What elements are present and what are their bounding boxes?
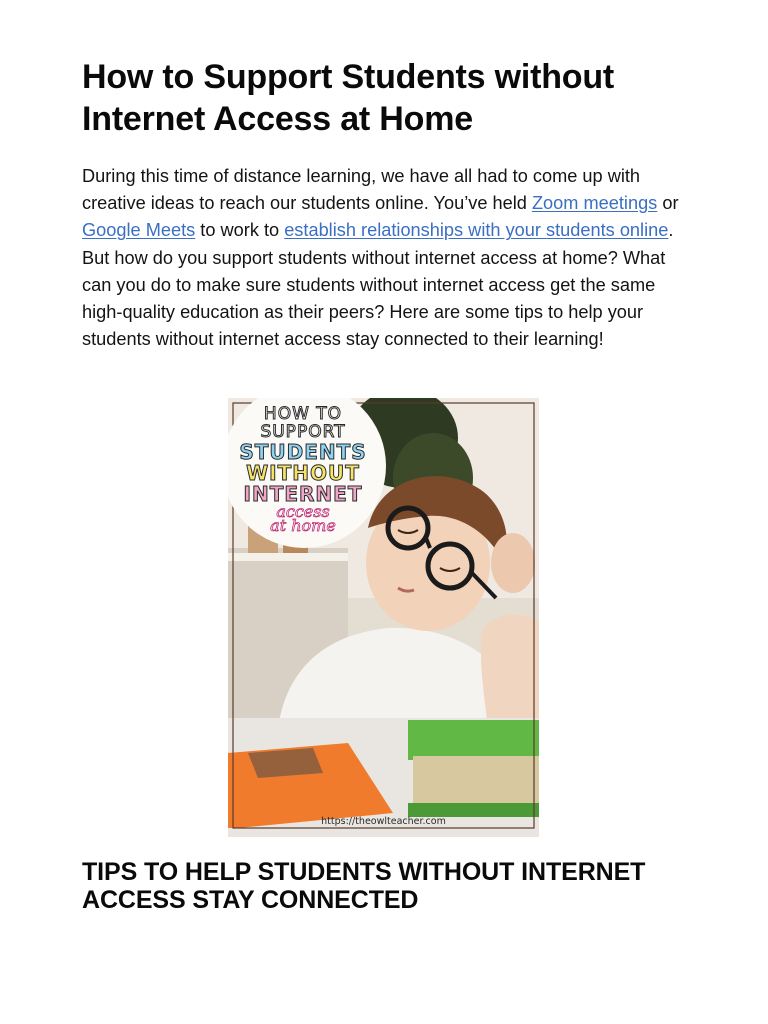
hero-image	[228, 398, 539, 837]
badge-line-without: WITHOUT	[246, 460, 360, 485]
hero-badge	[238, 404, 368, 536]
section-heading: TIPS TO HELP STUDENTS WITHOUT INTERNET ACCESS STAY CONNECTED	[82, 858, 646, 914]
intro-paragraph	[82, 163, 682, 353]
intro-text-2: or	[657, 193, 679, 214]
establish-relationships-link[interactable]: establish relationships with your students online	[284, 220, 669, 241]
intro-text-3: to work to	[195, 220, 285, 241]
google-meets-link[interactable]: Google Meets	[82, 220, 196, 241]
badge-line-at-home: at home	[270, 516, 336, 536]
article-title: How to Support Students without Internet Access at Home	[82, 58, 615, 138]
watermark-url: https://theowlteacher.com	[321, 816, 446, 827]
intro-text-4: . But how do you support students without internet access at home? What can you do to make sure students without internet access get the same high-quality education as their peers? Here are some tips to help your students without internet access stay connected to their learning!	[82, 220, 674, 350]
badge-line-access: access	[276, 501, 330, 521]
zoom-meetings-link[interactable]: Zoom meetings	[531, 193, 658, 214]
intro-text-1: During this time of distance learning, we have all had to come up with creative ideas to reach our students online. You’ve held	[82, 166, 641, 214]
badge-line-how-to: HOW TO	[263, 404, 343, 424]
badge-line-internet: INTERNET	[243, 481, 363, 506]
badge-line-support: SUPPORT	[260, 421, 346, 442]
badge-line-students: STUDENTS	[239, 439, 367, 464]
